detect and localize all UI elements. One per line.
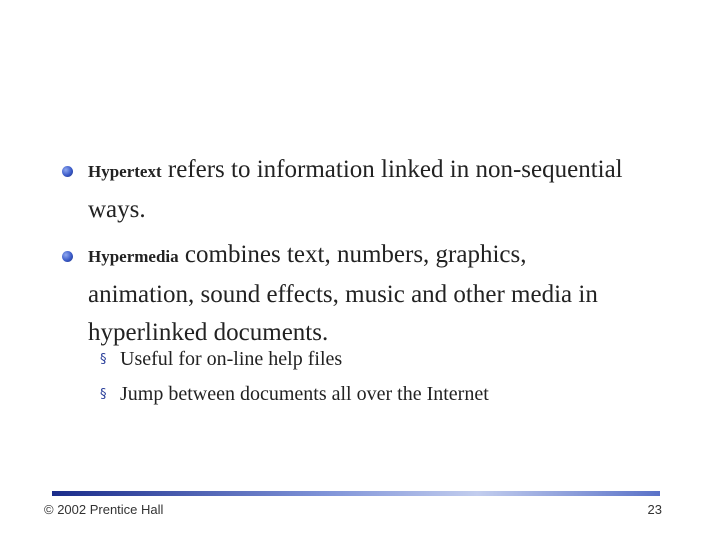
sub-bullet-item: [100, 377, 660, 412]
footer-divider-bar: [52, 491, 660, 496]
page-number: 23: [647, 502, 662, 517]
footer-copyright: © 2002 Prentice Hall: [44, 502, 164, 517]
sub-bullet-list: [100, 342, 660, 412]
bullet-term: Hypertext: [88, 162, 162, 181]
sub-bullet-item: [100, 342, 660, 377]
square-bullet-icon: §: [100, 352, 107, 367]
sub-bullet-text: Jump between documents all over the Internet: [120, 383, 489, 405]
bullet-hypermedia: [88, 236, 628, 352]
bullet-term: Hypermedia: [88, 247, 179, 266]
sub-bullet-text: Useful for on-line help files: [120, 348, 343, 370]
bullet-hypertext: [88, 151, 628, 229]
bullet-text: combines text, numbers, graphics, animation, sound effects, music and other media in hyperlinked documents.: [88, 241, 598, 346]
bullet-text: refers to information linked in non-sequential ways.: [88, 156, 623, 223]
bullet-dot-icon: [62, 166, 73, 177]
bullet-dot-icon: [62, 251, 73, 262]
square-bullet-icon: §: [100, 387, 107, 402]
